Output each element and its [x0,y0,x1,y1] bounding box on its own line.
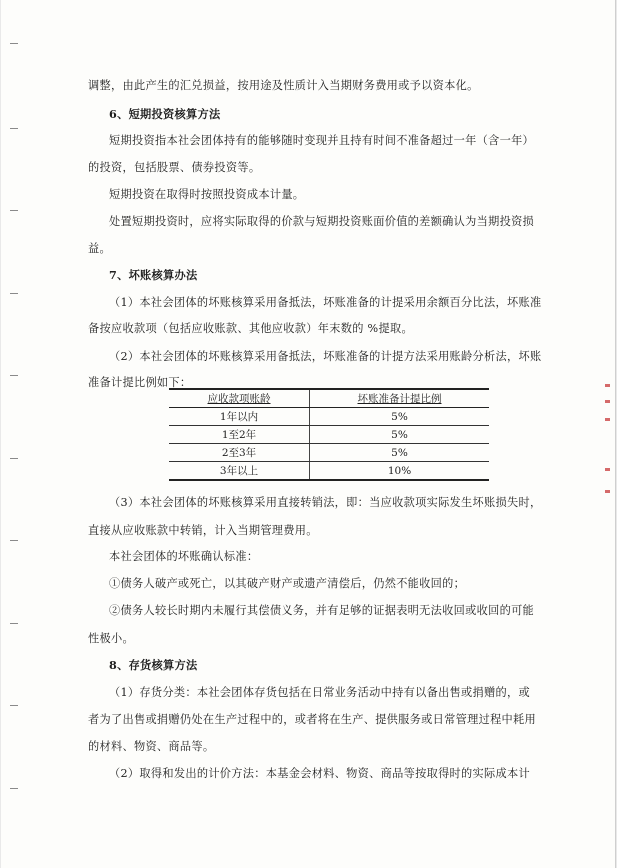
binding-mark [10,375,18,376]
stamp-edge-mark [605,490,610,493]
paragraph-line: 性极小。 [88,632,134,645]
stamp-edge-mark [605,418,610,421]
paragraph-line: 本社会团体的坏账确认标准： [109,550,259,563]
aging-cell: 1年以内 [169,408,310,426]
ratio-cell: 5% [310,444,490,462]
table-row [169,462,489,481]
paragraph-line: 的投资，包括股票、债券投资等。 [88,161,261,174]
ratio-cell: 5% [310,408,490,426]
aging-cell: 1至2年 [169,426,310,444]
table-header-row [169,389,489,408]
binding-mark [10,210,18,211]
table-row [169,408,489,426]
paragraph-line: （2）取得和发出的计价方法：本基金会材料、物资、商品等按取得时的实际成本计 [109,767,530,780]
paragraph-line: （1）本社会团体的坏账核算采用备抵法，坏账准备的计提采用余额百分比法，坏账准 [109,296,542,309]
table-row [169,426,489,444]
binding-mark [10,540,18,541]
ratio-cell: 10% [310,462,490,481]
binding-mark [10,128,18,129]
column-header: 应收款项账龄 [169,389,310,408]
table-row [169,444,489,462]
stamp-edge-mark [605,400,610,403]
binding-mark [10,623,18,624]
stamp-edge-mark [605,468,610,471]
column-header: 坏账准备计提比例 [310,389,490,408]
section-heading-6: 6、短期投资核算方法 [109,107,221,121]
document-page [1,0,616,868]
paragraph-line: 准备计提比例如下： [88,376,192,389]
paragraph-line: 者为了出售或捐赠仍处在生产过程中的，或者将在生产、提供服务或日常管理过程中耗用 [88,713,537,726]
aging-cell: 3年以上 [169,462,310,481]
paragraph-line: 直接从应收账款中转销，计入当期管理费用。 [88,524,318,537]
paragraph-line: 调整，由此产生的汇兑损益，按用途及性质计入当期财务费用或予以资本化。 [88,79,479,92]
paragraph-line: 益。 [88,242,111,255]
paragraph-line: 备按应收款项（包括应收账款、其他应收款）年末数的 %提取。 [88,322,413,335]
ratio-cell: 5% [310,426,490,444]
paragraph-line: （1）存货分类：本社会团体存货包括在日常业务活动中持有以备出售或捐赠的，或 [109,686,530,699]
bad-debt-ratio-table [169,388,489,481]
binding-mark [10,293,18,294]
paragraph-line: 短期投资在取得时按照投资成本计量。 [109,188,305,201]
binding-mark [10,788,18,789]
paragraph-line: 的材料、物资、商品等。 [88,740,215,753]
paragraph-line: （3）本社会团体的坏账核算采用直接转销法，即：当应收款项实际发生坏账损失时， [109,496,542,509]
binding-mark [10,705,18,706]
binding-mark [10,43,18,44]
section-heading-7: 7、坏账核算办法 [109,268,198,282]
aging-cell: 2至3年 [169,444,310,462]
paragraph-line: ②债务人较长时期内未履行其偿债义务，并有足够的证据表明无法收回或收回的可能 [109,604,535,617]
stamp-edge-mark [605,384,610,387]
paragraph-line: ①债务人破产或死亡，以其破产财产或遗产清偿后，仍然不能收回的； [109,577,466,590]
binding-mark [10,458,18,459]
paragraph-line: 短期投资指本社会团体持有的能够随时变现并且持有时间不准备超过一年（含一年） [109,134,535,147]
paragraph-line: （2）本社会团体的坏账核算采用备抵法，坏账准备的计提方法采用账龄分析法，坏账 [109,350,542,363]
paragraph-line: 处置短期投资时，应将实际取得的价款与短期投资账面价值的差额确认为当期投资损 [109,215,535,228]
section-heading-8: 8、存货核算方法 [109,658,198,672]
